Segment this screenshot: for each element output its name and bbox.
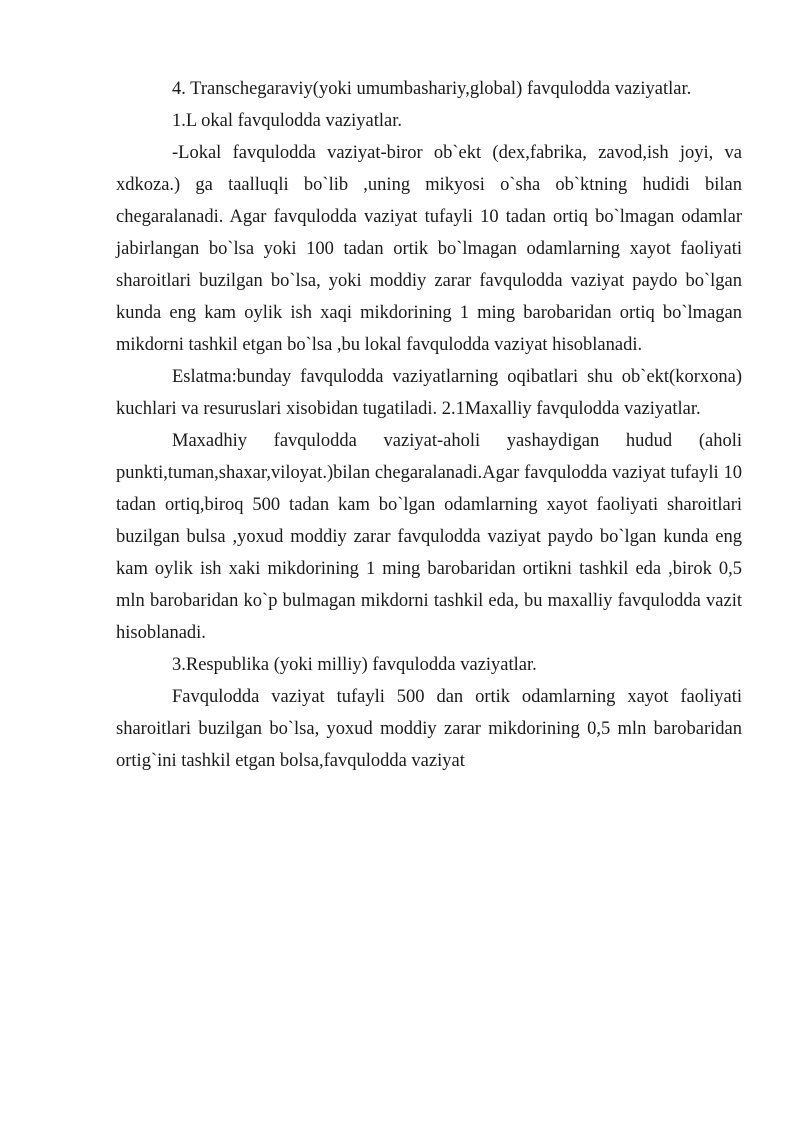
paragraph-republic-definition: Favqulodda vaziyat tufayli 500 dan ortik odamlarning xayot faoliyati sharoitlari buzilgan bo`lsa, yoxud moddiy zarar mikdorining 0,5 mln barobaridan ortig`ini tashkil etgan bolsa,favqulodda vaziyat — [116, 687, 742, 771]
paragraph-local-definition: -Lokal favqulodda vaziyat-biror ob`ekt (dex,fabrika, zavod,ish joyi, va xdkoza.) ga taalluqli bo`lib ,uning mikyosi o`sha ob`ktning hudidi bilan chegaralanadi. Agar favqulodda vaziyat tufayli 10 tadan ortiq bo`lmagan odamlar jabirlangan bo`lsa yoki 100 tadan ortik bo`lmagan odamlarning xayot faoliyati sharoitlari buzilgan bo`lsa, yoki moddiy zarar favqulodda vaziyat paydo bo`lgan kunda eng kam oylik ish xaqi mikdorining 1 ming barobaridan ortiq bo`lmagan mikdorni tashkil etgan bo`lsa ,bu lokal favqulodda vaziyat hisoblanadi. — [116, 143, 742, 355]
paragraph-transboundary-heading: 4. Transchegaraviy(yoki umumbashariy,global) favqulodda vaziyatlar. — [172, 79, 692, 99]
paragraph-republic-heading: 3.Respublika (yoki milliy) favqulodda vaziyatlar. — [172, 655, 537, 675]
paragraph-note: Eslatma:bunday favqulodda vaziyatlarning oqibatlari shu ob`ekt(korxona) kuchlari va resuruslari xisobidan tugatiladi. 2.1Maxalliy favqulodda vaziyatlar. — [116, 367, 742, 419]
document-page — [116, 73, 742, 777]
paragraph-local-heading: 1.L okal favqulodda vaziyatlar. — [172, 111, 402, 131]
paragraph-regional-definition: Maxadhiy favqulodda vaziyat-aholi yashaydigan hudud (aholi punkti,tuman,shaxar,viloyat.)bilan chegaralanadi.Agar favqulodda vaziyat tufayli 10 tadan ortiq,biroq 500 tadan kam bo`lgan odamlarning xayot faoliyati sharoitlari buzilgan bulsa ,yoxud moddiy zarar favqulodda vaziyat paydo bo`lgan kunda eng kam oylik ish xaki mikdorining 1 ming barobaridan ortikni tashkil eda ,birok 0,5 mln barobaridan ko`p bulmagan mikdorni tashkil eda, bu maxalliy favqulodda vazit hisoblanadi. — [116, 431, 742, 643]
